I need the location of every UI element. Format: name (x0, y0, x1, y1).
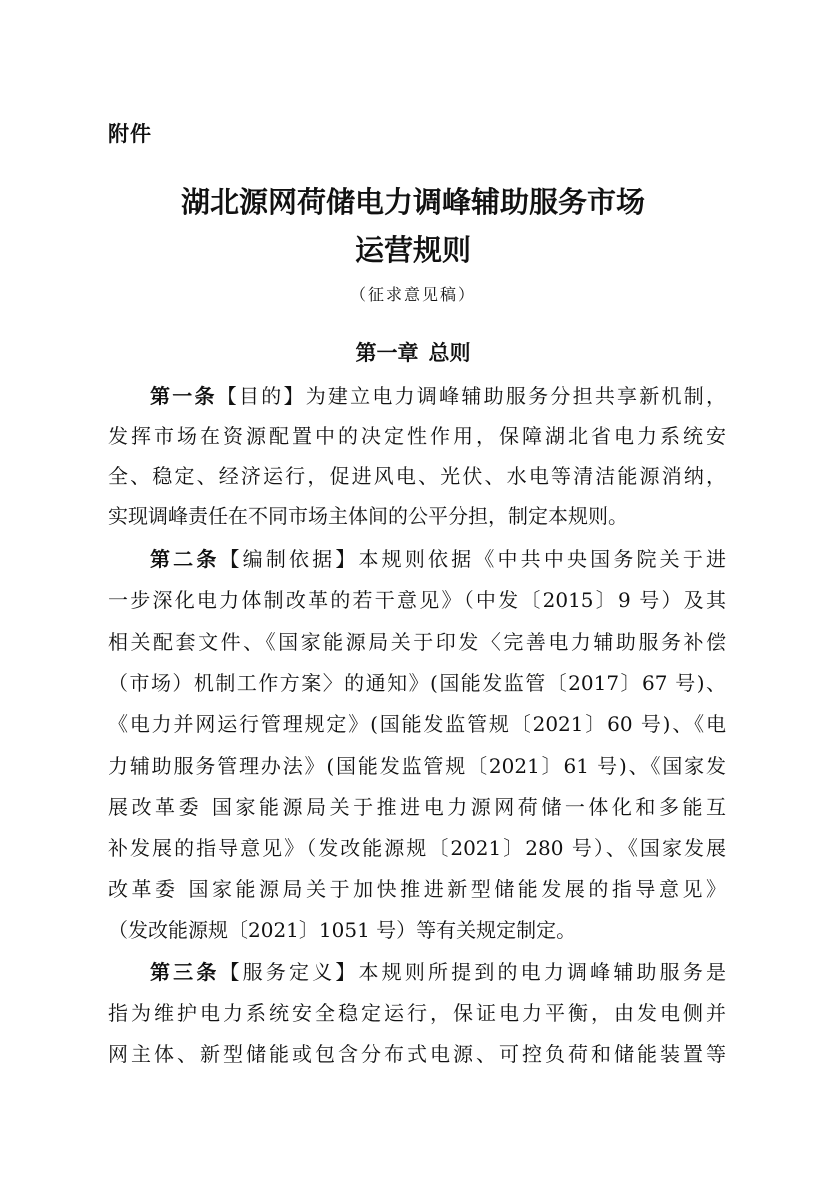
article-3-head: 第三条 (150, 960, 220, 984)
title-line-2: 运营规则 (354, 233, 471, 267)
article-2-head: 第二条 (150, 547, 220, 571)
chapter-title (0, 337, 826, 367)
article-2-line-6: 力辅助服务管理办法》(国能发监管规〔2021〕61 号)、《国家发 (108, 754, 726, 778)
title-line-1: 湖北源网荷储电力调峰辅助服务市场 (180, 185, 645, 219)
article-2-line-5: 《电力并网运行管理规定》(国能发监管规〔2021〕60 号)、《电 (108, 712, 726, 736)
article-1-line-2: 发挥市场在资源配置中的决定性作用，保障湖北省电力系统安 (108, 424, 726, 448)
attachment-label: 附件 (108, 122, 152, 146)
article-2-line-2: 一步深化电力体制改革的若干意见》（中发〔2015〕9 号）及其 (108, 588, 726, 612)
article-2-line-8: 补发展的指导意见》（发改能源规〔2021〕280 号）、《国家发展 (108, 836, 726, 860)
article-2-line-3: 相关配套文件、《国家能源局关于印发〈完善电力辅助服务补偿 (108, 630, 726, 654)
article-1-line-4: 实现调峰责任在不同市场主体间的公平分担，制定本规则。 (108, 504, 628, 528)
chapter-name: 总则 (428, 341, 471, 365)
chapter-number: 第一章 (355, 341, 419, 365)
article-2-line-9: 改革委 国家能源局关于加快推进新型储能发展的指导意见》 (108, 877, 726, 901)
article-2-line-7: 展改革委 国家能源局关于推进电力源网荷储一体化和多能互 (108, 795, 726, 819)
article-3-line-2: 指为维护电力系统安全稳定运行，保证电力平衡，由发电侧并 (108, 1001, 726, 1025)
article-1-line-1: 第一条【目的】为建立电力调峰辅助服务分担共享新机制， (150, 384, 727, 408)
article-1-head: 第一条 (150, 384, 217, 408)
article-2-line-10: （发改能源规〔2021〕1051 号）等有关规定制定。 (108, 918, 577, 942)
article-2-line-1: 第二条【编制依据】本规则依据《中共中央国务院关于进 (150, 547, 726, 571)
article-1-line-3: 全、稳定、经济运行，促进风电、光伏、水电等清洁能源消纳， (108, 464, 726, 488)
article-3-line-3: 网主体、新型储能或包含分布式电源、可控负荷和储能装置等 (108, 1042, 726, 1066)
article-2-line-4: （市场）机制工作方案〉的通知》(国能发监管〔2017〕67 号)、 (108, 671, 726, 695)
draft-note: （征求意见稿） (349, 285, 476, 304)
article-3-line-1: 第三条【服务定义】本规则所提到的电力调峰辅助服务是 (150, 960, 726, 984)
document-title (0, 178, 826, 274)
